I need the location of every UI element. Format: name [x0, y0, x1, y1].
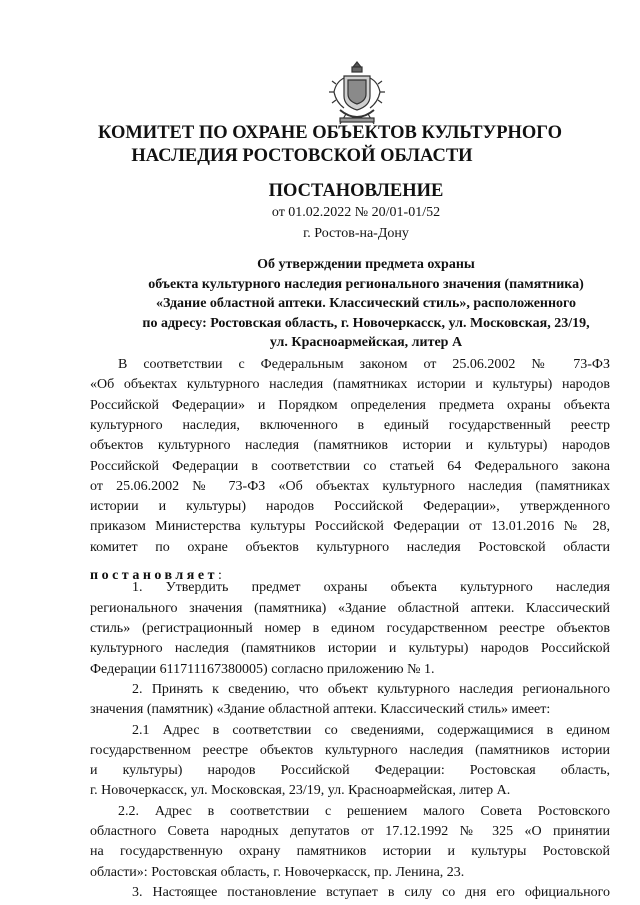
preamble-line: объектов культурного наследия (памятников истории и культуры) народов: [90, 438, 610, 454]
item1-line: регионального значения (памятника) «Здание областной аптеки. Классический: [90, 600, 610, 616]
subject-line: «Здание областной аптеки. Классический стиль», расположенного: [155, 296, 577, 311]
organization-name-line2: НАСЛЕДИЯ РОСТОВСКОЙ ОБЛАСТИ: [131, 146, 473, 166]
subject-line: Об утверждении предмета охраны: [257, 257, 475, 272]
subject-line: по адресу: Ростовская область, г. Новочеркасск, ул. Московская, 23/19,: [142, 315, 590, 331]
document-number-date: от 01.02.2022 № 20/01-01/52: [271, 205, 441, 220]
preamble-line: культурного наследия, включенного в единый государственный реестр: [90, 417, 610, 433]
resolves-colon: :: [217, 568, 222, 584]
coat-of-arms-emblem: [326, 58, 388, 128]
preamble-line: Российской Федерации в соответствии со статьей 64 Федерального закона: [90, 458, 610, 474]
item2-1-line: 2.1 Адрес в соответствии со сведениями, содержащимися в едином: [132, 722, 610, 738]
item2-1-line: г. Новочеркасск, ул. Московская, 23/19, ул. Красноармейская, литер А.: [90, 783, 511, 799]
item2-2-line: на государственную охрану памятников истории и культуры Ростовской: [90, 844, 610, 860]
item3-line: 3. Настоящее постановление вступает в силу со дня его официального: [132, 885, 610, 900]
preamble-line: Российской Федерации» и Порядком определения предмета охраны объекта: [90, 397, 610, 413]
item2-1-line: и культуры) народов Российской Федерации: Ростовская область,: [90, 763, 610, 779]
document-subject: [86, 255, 640, 353]
item2-1-line: государственном реестре объектов культурного наследия (памятников истории: [90, 742, 610, 758]
preamble-line: истории и культуры) народов Российской Федерации», утвержденного: [90, 499, 610, 515]
item2-2-line: 2.2. Адрес в соответствии с решением малого Совета Ростовского: [118, 803, 610, 819]
item2-line: значения (памятник) «Здание областной аптеки. Классический стиль» имеет:: [90, 702, 551, 718]
preamble-line: В соответствии с Федеральным законом от 25.06.2002 № 73-ФЗ: [118, 357, 610, 372]
preamble-line: от 25.06.2002 № 73-ФЗ «Об объектах культурного наследия (памятниках: [90, 478, 610, 494]
item1-line: культурного наследия (памятников истории и культуры) народов Российской: [90, 641, 610, 657]
item1-line: стиль» (регистрационный номер в едином государственном реестре объектов: [90, 621, 610, 636]
preamble-line: «Об объектах культурного наследия (памятниках истории и культуры) народов: [90, 377, 610, 393]
item1-line: Федерации 611711167380005) согласно приложению № 1.: [90, 661, 435, 677]
document-city: г. Ростов-на-Дону: [303, 226, 409, 241]
preamble-line: приказом Министерства культуры Российской Федерации от 13.01.2016 № 28,: [90, 519, 610, 535]
organization-name-line1: КОМИТЕТ ПО ОХРАНЕ ОБЪЕКТОВ КУЛЬТУРНОГО: [98, 123, 562, 143]
subject-line: ул. Красноармейская, литер А: [269, 335, 463, 350]
resolves-word-text: постановляет: [90, 568, 218, 584]
item2-line: 2. Принять к сведению, что объект культурного наследия регионального: [132, 681, 610, 697]
item1-line: 1. Утвердить предмет охраны объекта культурного наследия: [132, 580, 610, 596]
preamble-line: комитет по охране объектов культурного наследия Ростовской области: [90, 539, 610, 555]
subject-line: объекта культурного наследия регионального значения (памятника): [148, 276, 584, 292]
item2-2-line: области»: Ростовская область, г. Новочеркасск, пр. Ленина, 23.: [90, 864, 465, 880]
document-type: ПОСТАНОВЛЕНИЕ: [268, 181, 444, 201]
item2-2-line: областного Совета народных депутатов от 17.12.1992 № 325 «О принятии: [90, 824, 610, 840]
